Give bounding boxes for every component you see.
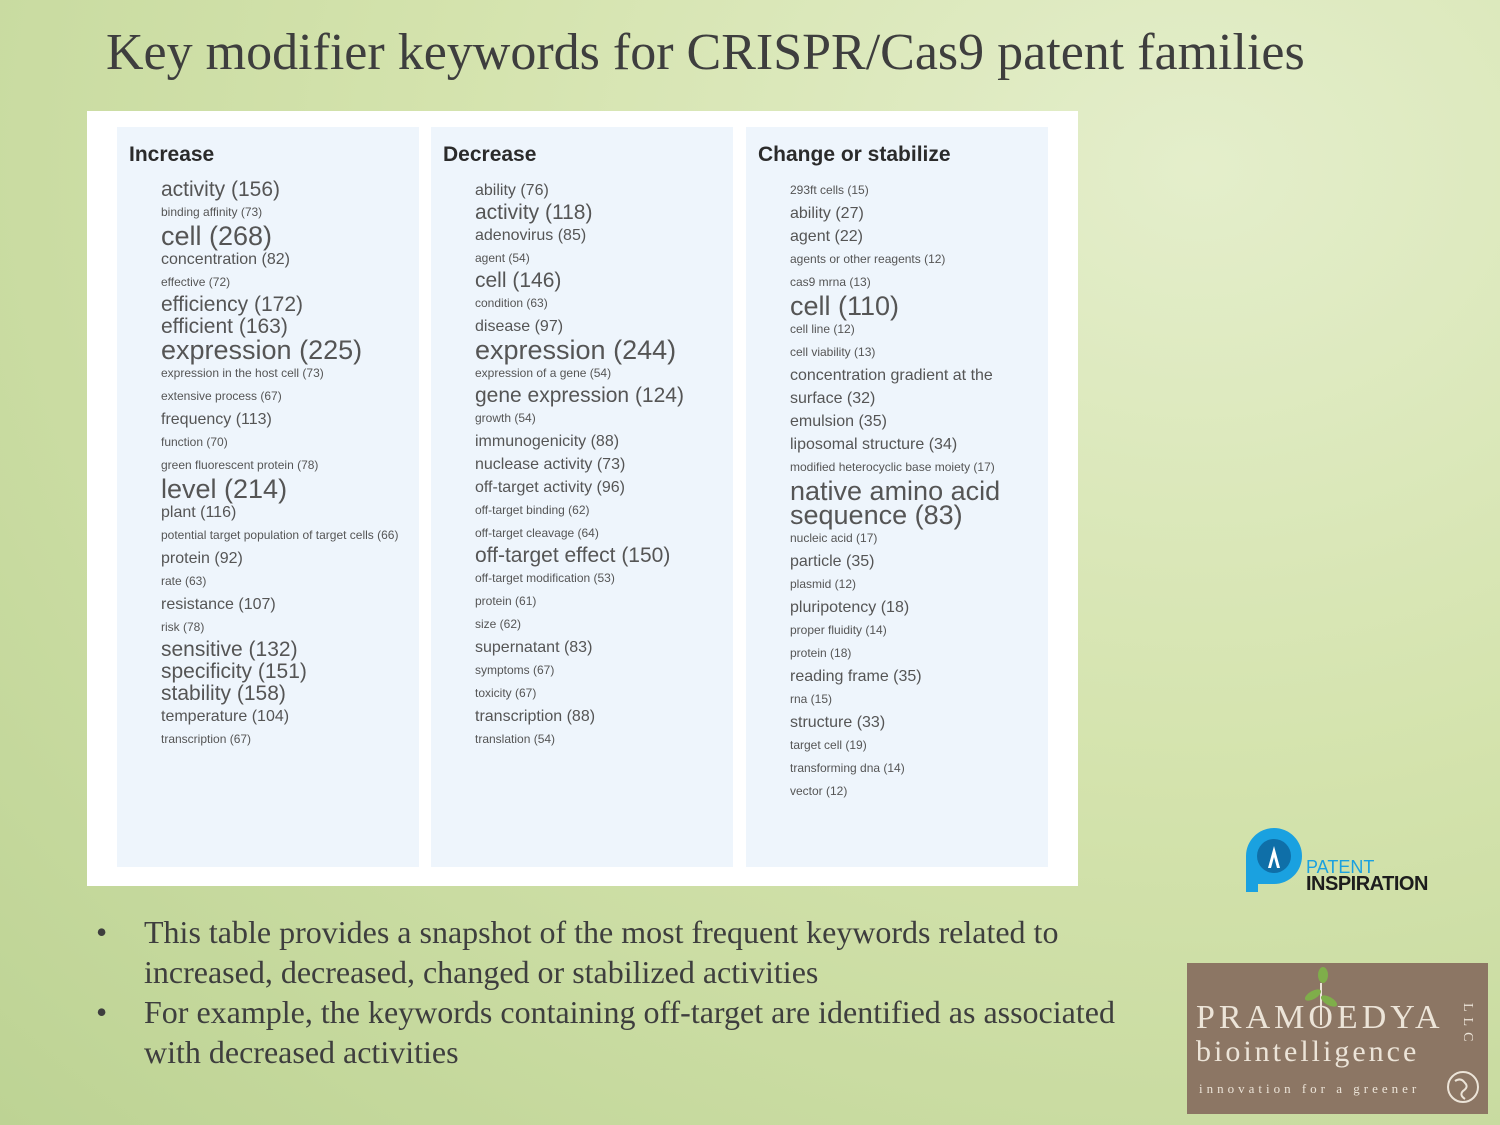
keyword-item: efficiency (172): [161, 293, 304, 316]
keyword-item: cell viability (13): [790, 345, 876, 359]
keyword-item: condition (63): [475, 296, 548, 310]
pramoedya-logo: [1187, 963, 1488, 1114]
keyword-item: emulsion (35): [790, 413, 887, 430]
keyword-item: size (62): [475, 617, 522, 631]
logo-tagline: innovation for a greener: [1199, 1081, 1421, 1096]
keyword-item: adenovirus (85): [475, 227, 587, 244]
keyword-item: nucleic acid (17): [790, 531, 878, 545]
keyword-item: extensive process (67): [161, 389, 282, 403]
keyword-item: expression (225): [161, 335, 363, 365]
keyword-item: agents or other reagents (12): [790, 252, 946, 266]
keyword-item: cas9 mrna (13): [790, 275, 871, 289]
slide-title: Key modifier keywords for CRISPR/Cas9 patent families: [106, 24, 1305, 81]
column-heading: Decrease: [443, 143, 537, 166]
keyword-item: protein (61): [475, 594, 537, 608]
keyword-item: disease (97): [475, 318, 564, 335]
keyword-item: specificity (151): [161, 660, 307, 683]
keyword-item: toxicity (67): [475, 686, 537, 700]
keyword-item: green fluorescent protein (78): [161, 458, 319, 472]
keyword-item: potential target population of target cells (66): [161, 528, 399, 542]
keyword-list: [790, 179, 1042, 803]
keyword-item: stability (158): [161, 682, 286, 705]
keyword-item: binding affinity (73): [161, 205, 263, 219]
keyword-item: off-target binding (62): [475, 503, 590, 517]
keyword-item: concentration gradient at the surface (32): [790, 367, 993, 407]
keyword-item: expression (244): [475, 335, 677, 365]
keyword-item: proper fluidity (14): [790, 623, 887, 637]
keyword-item: off-target activity (96): [475, 479, 625, 496]
patent-inspiration-logo: [1244, 826, 1428, 896]
logo-name: PRAMOEDYA: [1196, 999, 1444, 1036]
keyword-item: immunogenicity (88): [475, 433, 620, 450]
bullet-text: This table provides a snapshot of the most frequent keywords related to increased, decreased, changed or stabilized activities: [144, 914, 1059, 990]
keyword-item: function (70): [161, 435, 228, 449]
keyword-item: growth (54): [475, 411, 536, 425]
column-decrease: [431, 127, 733, 867]
keyword-item: plasmid (12): [790, 577, 857, 591]
keyword-item: protein (18): [790, 646, 852, 660]
keyword-item: cell (146): [475, 269, 562, 292]
keyword-item: supernatant (83): [475, 639, 593, 656]
bullet-text: For example, the keywords containing off-target are identified as associated with decreased activities: [144, 994, 1115, 1070]
keyword-item: transcription (88): [475, 708, 596, 725]
keyword-item: rate (63): [161, 574, 207, 588]
keyword-item: native amino acid sequence (83): [790, 476, 1001, 530]
logo-subtitle: biointelligence: [1196, 1035, 1420, 1068]
keyword-item: expression of a gene (54): [475, 366, 612, 380]
keyword-table-panel: [87, 111, 1078, 886]
bullet-item: [96, 912, 1176, 992]
keyword-item: off-target effect (150): [475, 544, 671, 567]
keyword-item: agent (22): [790, 228, 863, 245]
keyword-item: activity (118): [475, 201, 593, 224]
logo-text-patent: PATENT: [1306, 857, 1375, 877]
bullet-item: [96, 992, 1176, 1072]
keyword-item: agent (54): [475, 251, 530, 265]
keyword-item: structure (33): [790, 714, 886, 731]
globe-icon: [1445, 1069, 1481, 1105]
column-heading: Change or stabilize: [758, 143, 951, 166]
keyword-item: cell (110): [790, 291, 900, 321]
keyword-item: 293ft cells (15): [790, 183, 869, 197]
bullet-icon: •: [96, 914, 108, 950]
keyword-item: rna (15): [790, 692, 833, 706]
keyword-item: transforming dna (14): [790, 761, 905, 775]
keyword-item: off-target cleavage (64): [475, 526, 599, 540]
keyword-item: expression in the host cell (73): [161, 366, 324, 380]
keyword-item: symptoms (67): [475, 663, 555, 677]
keyword-item: target cell (19): [790, 738, 867, 752]
keyword-item: ability (76): [475, 182, 549, 199]
keyword-item: ability (27): [790, 205, 864, 222]
keyword-item: off-target modification (53): [475, 571, 615, 585]
column-increase: [117, 127, 419, 867]
keyword-item: reading frame (35): [790, 668, 922, 685]
keyword-item: activity (156): [161, 178, 281, 201]
column-change-or-stabilize: [746, 127, 1048, 867]
keyword-item: transcription (67): [161, 732, 252, 746]
keyword-list: [475, 179, 727, 751]
keyword-item: cell line (12): [790, 322, 855, 336]
keyword-item: effective (72): [161, 275, 231, 289]
keyword-item: sensitive (132): [161, 638, 298, 661]
keyword-item: level (214): [161, 474, 288, 504]
keyword-item: particle (35): [790, 553, 875, 570]
keyword-item: pluripotency (18): [790, 599, 910, 616]
bullet-icon: •: [96, 994, 108, 1030]
keyword-list: [161, 179, 413, 751]
keyword-item: risk (78): [161, 620, 205, 634]
keyword-item: temperature (104): [161, 708, 290, 725]
bullet-list: [96, 912, 1176, 1072]
keyword-item: modified heterocyclic base moiety (17): [790, 460, 995, 474]
keyword-item: liposomal structure (34): [790, 436, 958, 453]
patent-inspiration-icon: [1244, 826, 1304, 892]
column-heading: Increase: [129, 143, 215, 166]
keyword-item: plant (116): [161, 504, 237, 521]
keyword-item: nuclease activity (73): [475, 456, 626, 473]
logo-suffix: LLC: [1460, 1003, 1475, 1048]
keyword-item: efficient (163): [161, 315, 288, 338]
keyword-item: frequency (113): [161, 411, 272, 428]
keyword-item: resistance (107): [161, 596, 276, 613]
logo-text-inspiration: INSPIRATION: [1306, 873, 1428, 895]
keyword-item: vector (12): [790, 784, 848, 798]
keyword-item: translation (54): [475, 732, 556, 746]
keyword-item: gene expression (124): [475, 384, 684, 407]
keyword-item: protein (92): [161, 550, 243, 567]
keyword-item: concentration (82): [161, 251, 290, 268]
keyword-item: cell (268): [161, 221, 273, 251]
